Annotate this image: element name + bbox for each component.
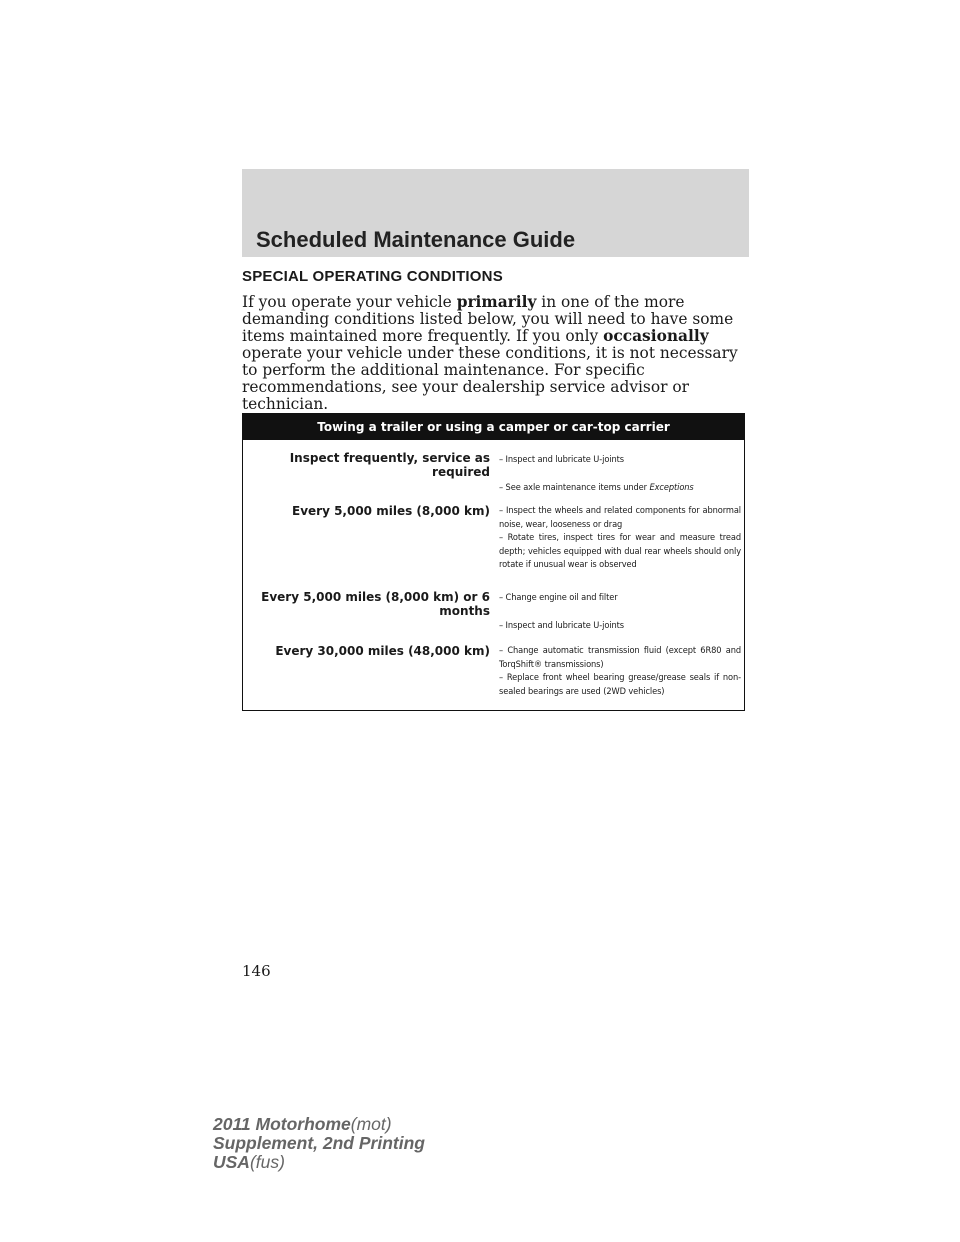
row-label: Inspect frequently, service as required (289, 451, 490, 479)
intro-paragraph (242, 294, 748, 413)
footer-line-2: Supplement, 2nd Printing (213, 1133, 425, 1153)
row-item: – Rotate tires, inspect tires for wear and measure tread depth; vehicles equipped with dual rear wheels should only rotate if unusual wear is observed (499, 532, 741, 570)
row-item: – Inspect the wheels and related components for abnormal noise, wear, looseness or drag (499, 505, 741, 530)
row-item: – Replace front wheel bearing grease/grease seals if non-sealed bearings are used (2WD vehicles) (499, 672, 741, 697)
row-items (499, 590, 741, 632)
row-item-text: – See axle maintenance items under (499, 481, 650, 493)
row-item: – Inspect and lubricate U-joints (499, 619, 624, 631)
row-label: Every 30,000 miles (48,000 km) (275, 644, 490, 658)
footer-market: USA (213, 1152, 250, 1172)
row-items (499, 644, 741, 698)
intro-emphasis-primarily: primarily (456, 293, 537, 311)
intro-emphasis-occasionally: occasionally (603, 327, 709, 345)
header-band (242, 169, 749, 257)
row-item (499, 481, 741, 495)
maintenance-table (242, 413, 745, 711)
print-footer (213, 1115, 425, 1172)
footer-line-3 (213, 1153, 425, 1172)
row-item: – Inspect and lubricate U-joints (499, 454, 624, 465)
intro-text-1: If you operate your vehicle (242, 293, 457, 311)
row-items (499, 504, 741, 572)
intro-text-2: in one of the more demanding conditions listed below, you will need to have some items maintained more frequently. If you only (242, 293, 734, 345)
intro-text-3: operate your vehicle under these conditions, it is not necessary to perform the additional maintenance. For specific recommendations, see your dealership service advisor or technician. (242, 344, 738, 413)
row-label: Every 5,000 miles (8,000 km) or 6 months (261, 590, 490, 618)
footer-market-code: (fus) (249, 1152, 285, 1172)
row-item: – Change automatic transmission fluid (except 6R80 and TorqShift® transmissions) (499, 645, 741, 670)
footer-line-1 (213, 1115, 425, 1134)
footer-model-code: (mot) (350, 1114, 392, 1134)
row-item: – Change engine oil and filter (499, 592, 618, 603)
section-heading: SPECIAL OPERATING CONDITIONS (242, 268, 503, 285)
row-item-emphasis: Exceptions (649, 481, 694, 493)
footer-model: 2011 Motorhome (213, 1114, 351, 1134)
page-number: 146 (242, 962, 271, 980)
table-title: Towing a trailer or using a camper or car-top carrier (243, 414, 744, 440)
row-label: Every 5,000 miles (8,000 km) (292, 504, 490, 518)
page-title: Scheduled Maintenance Guide (256, 227, 576, 252)
row-items (499, 451, 741, 494)
